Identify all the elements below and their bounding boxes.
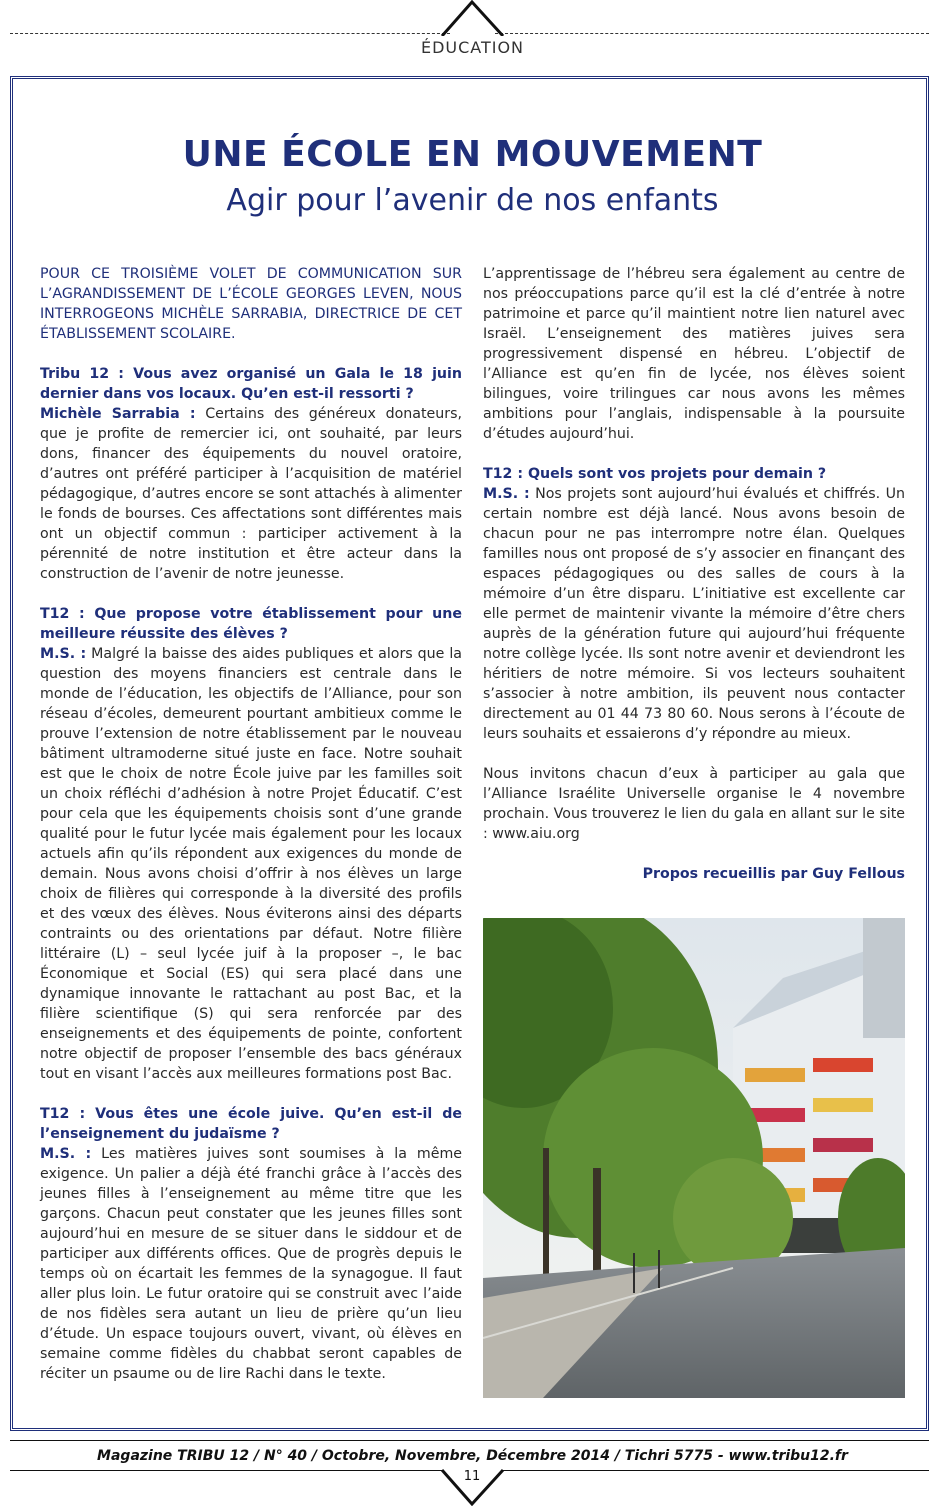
question-4: T12 : Quels sont vos projets pour demain ?	[483, 466, 827, 482]
answer-1	[40, 404, 462, 584]
question-2: T12 : Que propose votre établissement pour une meilleure réussite des élèves ?	[40, 606, 462, 642]
answer-text: Nos projets sont aujourd’hui évalués et chiffrés. Un certain nombre est déjà lancé. Nous avons besoin de chacun pour ne pas interrompre notre élan. Quelques familles nous ont proposé de s’y associer en finançant des espaces pédagogiques ou des salles de cours à la mémoire d’un être disparu. L’initiative est excellente car elle permet de maintenir vivante la mémoire d’être chers auprès de la génération future qui aujourd’hui fréquente notre collège lycée. Ils sont notre avenir et deviendront les héritiers de notre mémoire. Si vos lecteurs souhaitent s’associer à notre ambition, ils peuvent nous contacter directement au 01 44 73 80 60. Nous serons à l’écoute de leurs souhaits et essaierons d’y répondre au mieux.	[483, 486, 906, 742]
answer-3-continued: L’apprentissage de l’hébreu sera également au centre de nos préoccupations parce qu’il est la clé d’entrée à notre patrimoine et parce qu’il maintient notre lien naturel avec Israël. L’enseignement des matières juives sera progressivement dispensé en hébreu. L’objectif de l’Alliance est qu’en fin de lycée, nos élèves soient bilingues, voire trilingues car nous avons les mêmes ambitions pour l’anglais, indispensable à la poursuite d’études aujourd’hui.	[483, 266, 905, 442]
article-title: UNE ÉCOLE EN MOUVEMENT	[182, 134, 763, 175]
answer-text: Malgré la baisse des aides publiques et alors que la question des moyens financiers est centrale dans le monde de l’éducation, les objectifs de l’Alliance, pour son réseau d’écoles, demeurent pourtant ambitieux comme le prouve l’extension de notre établissement par le nouveau bâtiment ultramoderne situé juste en face. Notre souhait est que le choix de notre École juive par les familles soit un choix réfléchi d’adhésion à notre Projet Éducatif. C’est pour cela que les équipements choisis sont d’une grande qualité pour le futur lycée mais également pour les locaux actuels afin qu’ils répondent aux exigences du monde de demain. Nous avons choisi d’offrir à nos élèves un large choix de filières qui corresponde à la diversité des profils et des vœux des élèves. Nous éviterons ainsi des départs contraints ou des orientations par défaut. Notre filière littéraire (L) – seul lycée juif à la proposer –, le bac Économique et Social (ES) qui sera placé dans une dynamique innovante le rattachant au post Bac, et la filière scientifique (S) qui sera renforcée par des enseignements et des équipements de pointe, confortent notre objectif de proposer l’ensemble des bacs généraux tout en visant l’accès aux meilleures formations post Bac.	[40, 646, 462, 1082]
article-subtitle: Agir pour l’avenir de nos enfants	[226, 183, 719, 218]
answer-3	[40, 1144, 462, 1384]
answer-4	[483, 484, 905, 744]
right-column	[483, 264, 905, 884]
footer-text: Magazine TRIBU 12 / N° 40 / Octobre, Novembre, Décembre 2014 / Tichri 5775 - www.tribu12.fr	[97, 1448, 848, 1464]
header-rule-right	[495, 33, 929, 34]
question-3: T12 : Vous êtes une école juive. Qu’en est-il de l’enseignement du judaïsme ?	[40, 1106, 462, 1142]
footer-rule-bottom-left	[10, 1470, 442, 1471]
intro-paragraph: POUR CE TROISIÈME VOLET DE COMMUNICATION SUR L’AGRANDISSEMENT DE L’ÉCOLE GEORGES LEVEN, NOUS INTERROGEONS MICHÈLE SARRABIA, DIRECTRICE DE CET ÉTABLISSEMENT SCOLAIRE.	[40, 266, 462, 342]
credit-line: Propos recueillis par Guy Fellous	[642, 866, 905, 882]
speaker-label: Michèle Sarrabia :	[40, 406, 196, 422]
closing-paragraph: Nous invitons chacun d’eux à participer au gala que l’Alliance Israélite Universelle organise le 4 novembre prochain. Vous trouverez le lien du gala en allant sur le site : www.aiu.org	[483, 766, 905, 842]
school-building-photo	[483, 918, 905, 1398]
footer-rule-bottom-right	[502, 1470, 929, 1471]
section-label: ÉDUCATION	[420, 38, 525, 57]
answer-text: Les matières juives sont soumises à la même exigence. Un palier a déjà été franchi grâce à l’accès des jeunes filles à l’enseignement au même titre que les garçons. Chacun peut constater que les jeunes filles sont aujourd’hui en mesure de se situer dans le siddour et de participer aux différents offices. Que de progrès depuis le temps où on écartait les femmes de la synagogue. Il faut aller plus loin. Le futur oratoire qui se construit avec l’aide de nos fidèles sera autant un lieu de prière qu’un lieu d’étude. Un espace toujours ouvert, vivant, où élèves en semaine comme fidèles du chabbat seront capables de réciter un psaume ou de lire Rachi dans le texte.	[40, 1146, 462, 1382]
header-chevron-icon	[440, 0, 505, 36]
question-1: Tribu 12 : Vous avez organisé un Gala le 18 juin dernier dans vos locaux. Qu’en est-il ressorti ?	[40, 366, 462, 402]
footer-rule-left	[10, 1440, 929, 1441]
header-rule-left	[10, 33, 450, 34]
answer-text: Certains des généreux donateurs, que je profite de remercier ici, ont souhaité, par leurs dons, financer des équipements du nouvel oratoire, d’autres ont préféré participer à l’acquisition de matériel pédagogique, d’autres encore se sont attachés à alimenter le fonds de bourses. Ces affectations sont différentes mais ont un objectif commun : participer activement à la pérennité de notre institution et être acteur dans la construction de l’avenir de notre jeunesse.	[40, 406, 462, 582]
speaker-label: M.S. :	[40, 1146, 92, 1162]
left-column	[40, 264, 462, 1384]
speaker-label: M.S. :	[40, 646, 87, 662]
speaker-label: M.S. :	[483, 486, 530, 502]
page-number: 11	[463, 1469, 481, 1484]
answer-2	[40, 644, 462, 1084]
